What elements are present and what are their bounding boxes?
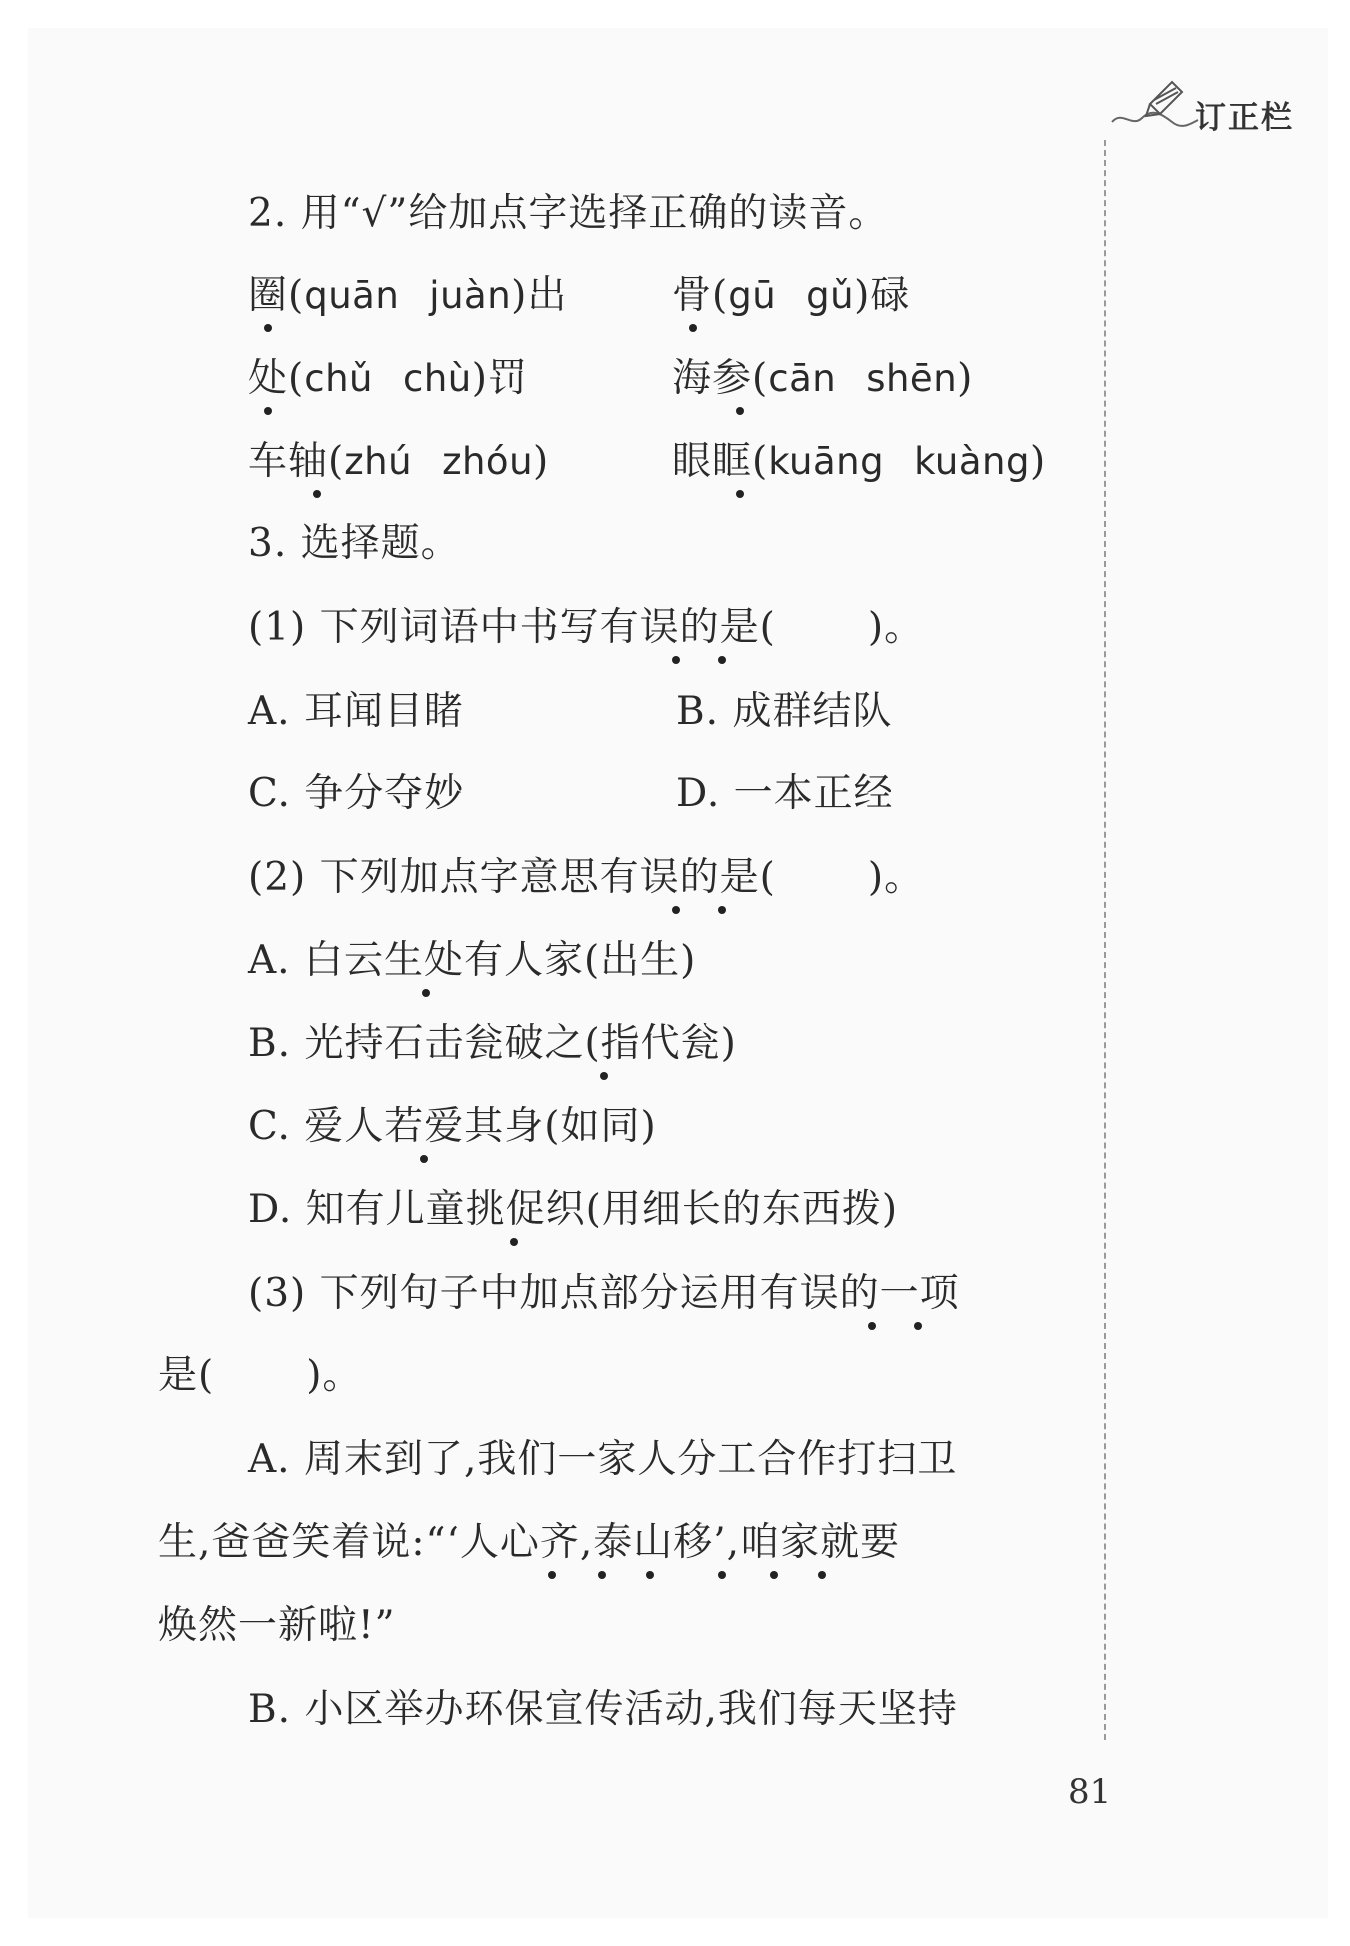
- emphasis-dot: [818, 1571, 826, 1579]
- emphasis-dot: [598, 1571, 606, 1579]
- q2-item-3-option-b[interactable]: chù: [402, 357, 472, 400]
- q3-sub1-option-d[interactable]: D. 一本正经: [676, 771, 894, 816]
- q3-sub3-stem-line1: (3) 下列句子中加点部分运用有误的一项: [248, 1271, 960, 1316]
- q3-sub3-option-a-line1[interactable]: A. 周末到了,我们一家人分工合作打扫卫: [248, 1437, 958, 1482]
- emphasis-dot: [868, 1322, 876, 1330]
- q2-item-4-option-a[interactable]: cān: [768, 357, 837, 400]
- q3-sub1-option-b[interactable]: B. 成群结队: [676, 689, 893, 734]
- q3-sub3-option-a-line3[interactable]: 焕然一新啦!”: [158, 1603, 396, 1648]
- pencil-icon: [1142, 74, 1188, 120]
- q2-item-2-option-b[interactable]: gǔ: [806, 274, 855, 317]
- emphasis-dot: [914, 1322, 922, 1330]
- emphasis-dot: [510, 1238, 518, 1246]
- q2-item-6-option-a[interactable]: kuāng: [768, 440, 885, 483]
- q2-item-5-option-a[interactable]: zhú: [344, 440, 413, 483]
- q2-item-5-option-b[interactable]: zhóu: [442, 440, 534, 483]
- q3-sub2-option-b[interactable]: B. 光持石击瓮破之(指代瓮): [248, 1021, 737, 1066]
- emphasis-dot: [313, 490, 321, 498]
- q3-sub2-option-c[interactable]: C. 爱人若爱其身(如同): [248, 1104, 657, 1149]
- q2-item-1-char: 圈: [248, 273, 289, 318]
- q2-item-6: 眼眶(kuāng kuàng): [672, 439, 1047, 484]
- question-2-title: 2. 用“√”给加点字选择正确的读音。: [248, 191, 889, 236]
- q3-sub3-option-b-line1[interactable]: B. 小区举办环保宣传活动,我们每天坚持: [248, 1687, 958, 1732]
- q3-sub1-stem: (1) 下列词语中书写有误的是( )。: [248, 605, 925, 650]
- q2-item-1: 圈(quān juàn)出: [248, 273, 568, 318]
- q2-item-3: 处(chǔ chù)罚: [248, 356, 528, 401]
- q3-sub3-stem-line2: 是( )。: [158, 1353, 363, 1398]
- emphasis-dot: [672, 906, 680, 914]
- q2-item-3-option-a[interactable]: chǔ: [304, 357, 373, 400]
- emphasis-dot: [264, 407, 272, 415]
- emphasis-dot: [718, 1571, 726, 1579]
- margin-divider: [1104, 140, 1106, 1740]
- emphasis-dot: [770, 1571, 778, 1579]
- emphasis-dot: [548, 1571, 556, 1579]
- emphasis-dot: [689, 324, 697, 332]
- q2-item-2: 骨(gū gǔ)碌: [672, 273, 911, 318]
- q2-item-1-option-a[interactable]: quān: [304, 274, 400, 317]
- q2-item-4: 海参(cān shēn): [672, 356, 974, 401]
- emphasis-dot: [420, 1155, 428, 1163]
- emphasis-dot: [264, 324, 272, 332]
- emphasis-dot: [718, 906, 726, 914]
- q2-item-2-option-a[interactable]: gū: [728, 274, 777, 317]
- q3-sub1-option-a[interactable]: A. 耳闻目睹: [248, 689, 464, 734]
- q2-item-4-option-b[interactable]: shēn: [866, 357, 958, 400]
- emphasis-dot: [646, 1571, 654, 1579]
- emphasis-dot: [736, 490, 744, 498]
- q3-sub1-option-c[interactable]: C. 争分夺妙: [248, 771, 465, 816]
- q3-sub2-option-d[interactable]: D. 知有儿童挑促织(用细长的东西拨): [248, 1187, 899, 1232]
- q3-sub2-stem: (2) 下列加点字意思有误的是( )。: [248, 855, 925, 900]
- q2-item-6-option-b[interactable]: kuàng: [914, 440, 1030, 483]
- emphasis-dot: [672, 656, 680, 664]
- page-number: 81: [1068, 1772, 1112, 1812]
- emphasis-dot: [422, 989, 430, 997]
- emphasis-dot: [736, 407, 744, 415]
- emphasis-dot: [600, 1072, 608, 1080]
- emphasis-dot: [718, 656, 726, 664]
- correction-column-title: 订正栏: [1195, 100, 1294, 136]
- q2-item-1-option-b[interactable]: juàn: [429, 274, 512, 317]
- q3-sub2-option-a[interactable]: A. 白云生处有人家(出生): [248, 938, 697, 983]
- question-3-title: 3. 选择题。: [248, 521, 461, 566]
- q3-sub3-option-a-line2[interactable]: 生,爸爸笑着说:“‘人心齐,泰山移’,咱家就要: [158, 1520, 901, 1565]
- q2-item-5: 车轴(zhú zhóu): [248, 439, 550, 484]
